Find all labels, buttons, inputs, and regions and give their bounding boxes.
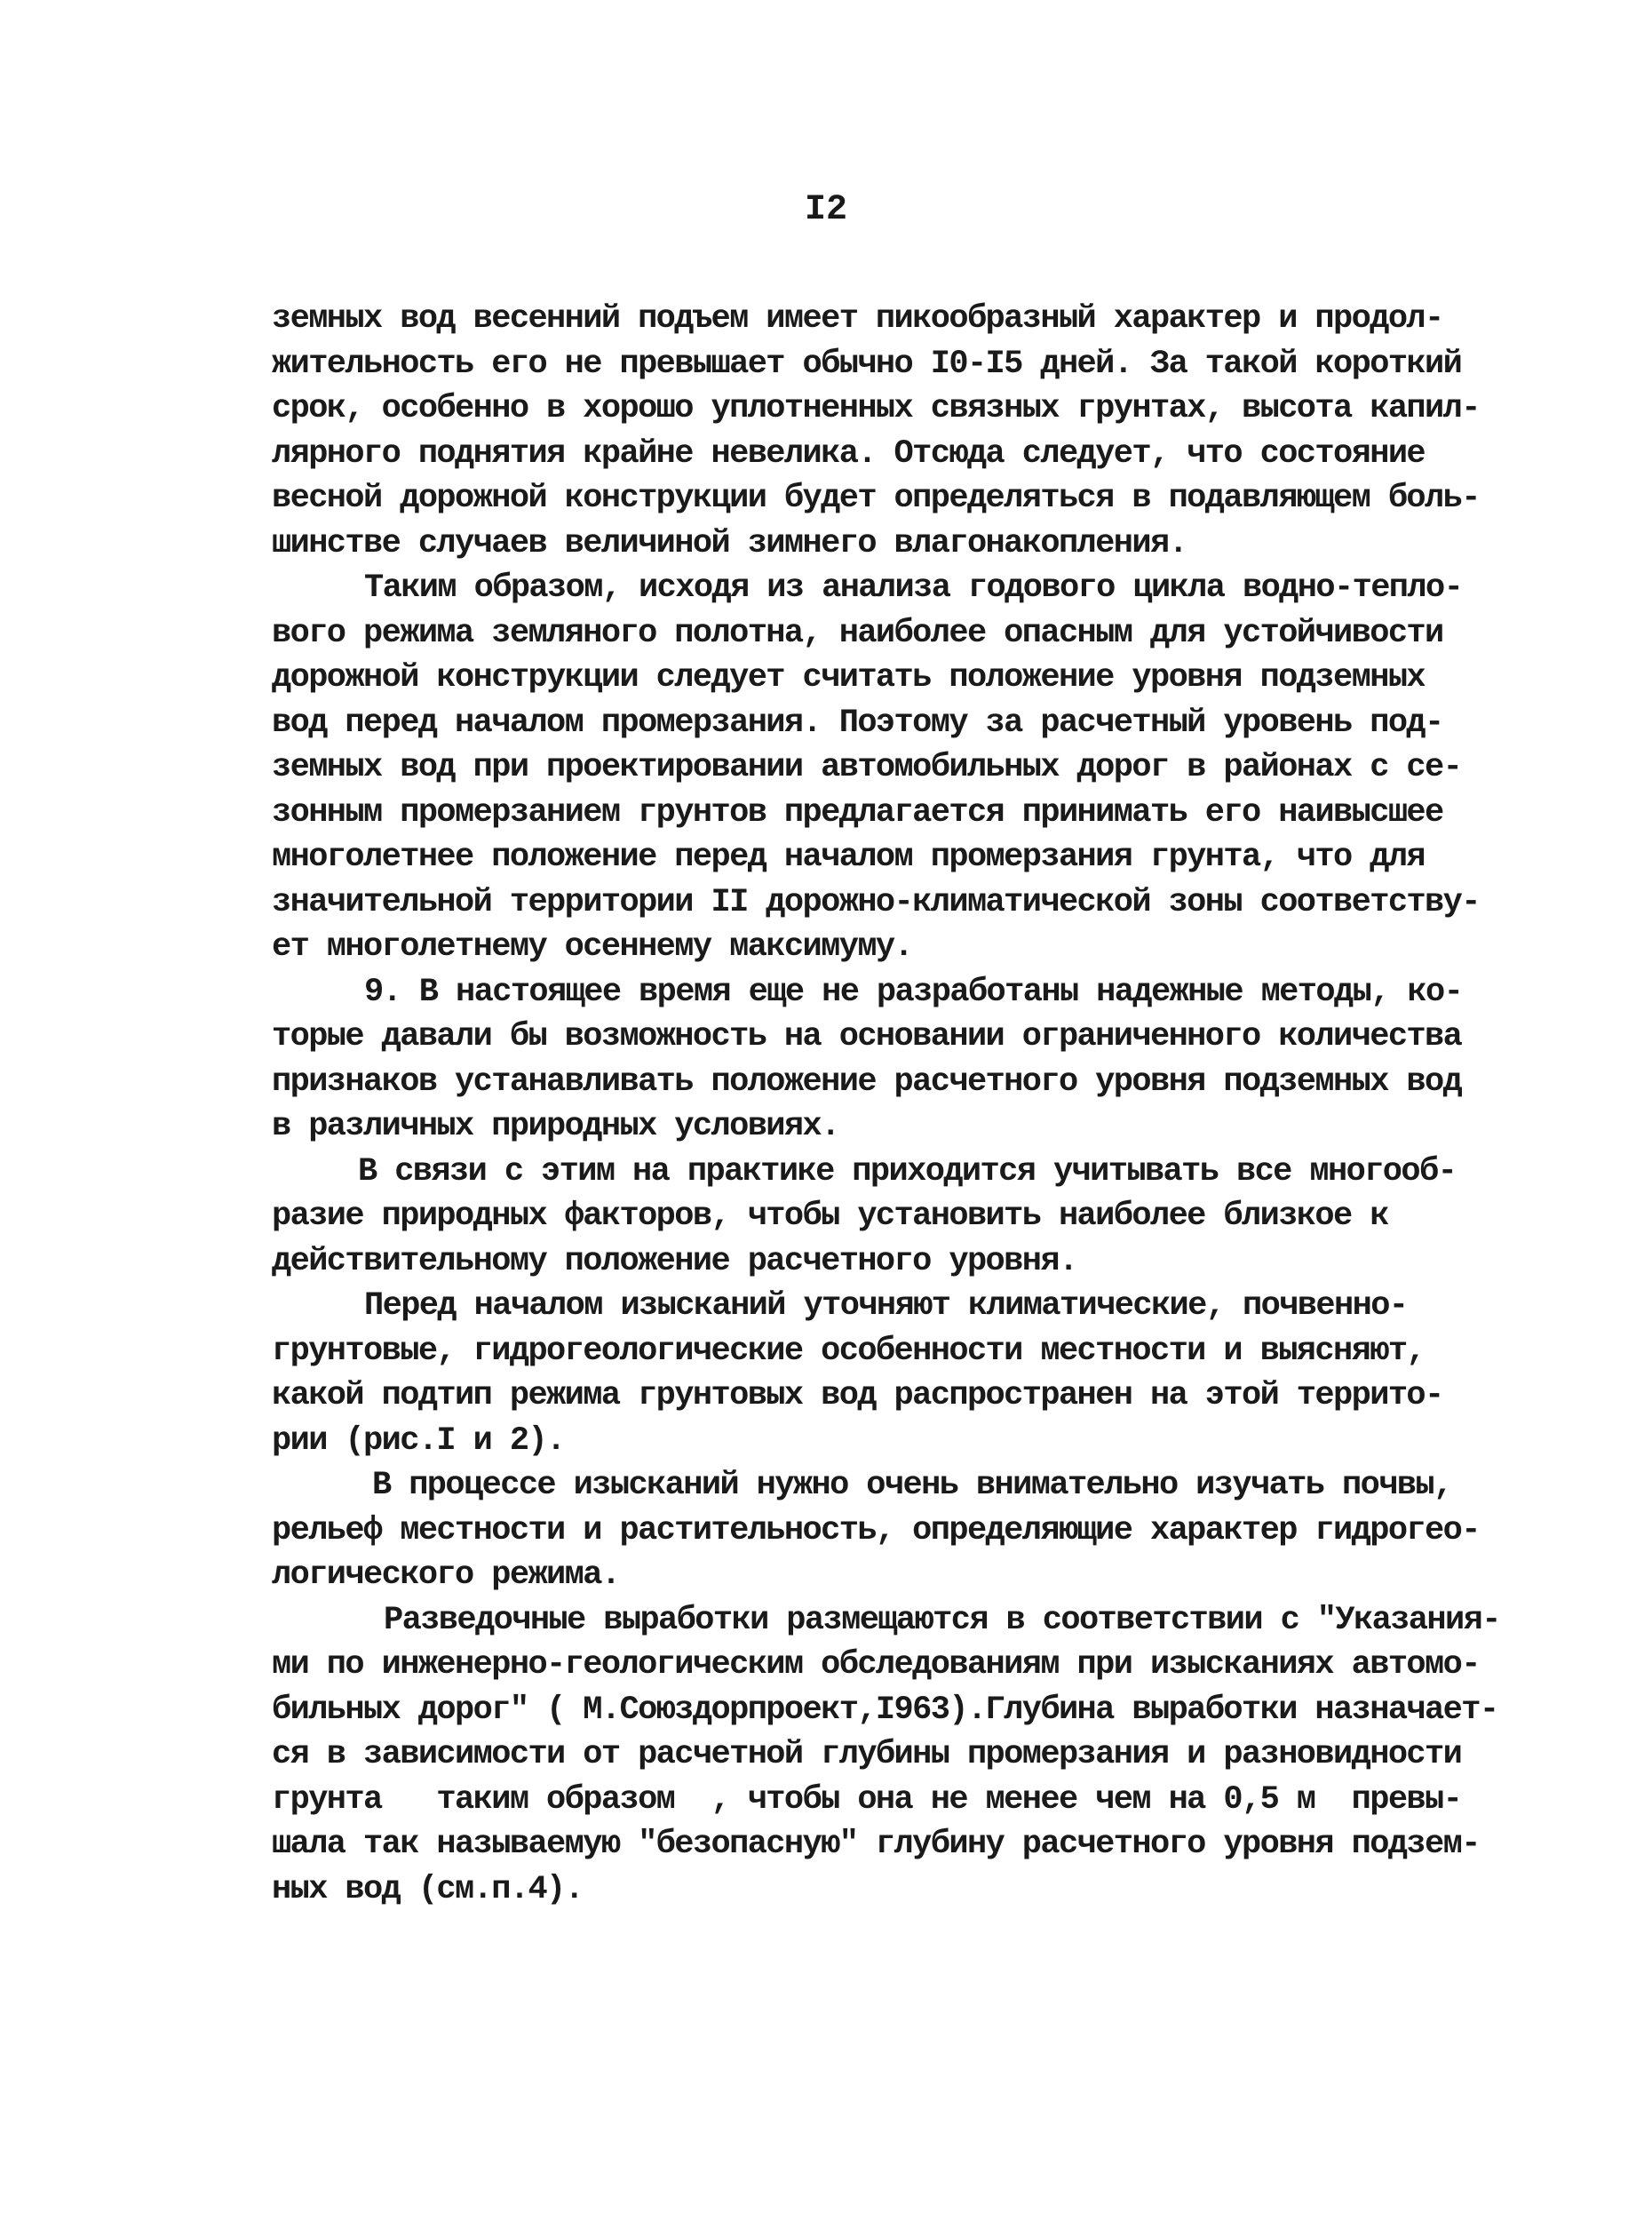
text-line: лярного поднятия крайне невелика. Отсюда следует, что состояние (272, 434, 1426, 473)
text-line: признаков устанавливать положение расчетного уровня подземных вод (272, 1063, 1462, 1101)
text-line: Разведочные выработки размещаются в соответствии с "Указания- (384, 1601, 1500, 1639)
text-line: зонным промерзанием грунтов предлагается принимать его наивысшее (272, 793, 1443, 832)
document-body (272, 297, 1506, 1912)
text-line: В процессе изысканий нужно очень внимательно изучать почвы, (372, 1467, 1452, 1504)
text-line: грунтовые, гидрогеологические особенности местности и выясняют, (272, 1332, 1426, 1370)
text-line: весной дорожной конструкции будет определяться в подавляющем боль- (272, 480, 1480, 517)
text-line: какой подтип режима грунтовых вод распространен на этой террито- (272, 1377, 1443, 1414)
text-line: ся в зависимости от расчетной глубины промерзания и разновидности (272, 1736, 1462, 1773)
text-line: рии (рис.I и 2). (272, 1421, 565, 1460)
text-line: ных вод (см.п.4). (272, 1870, 584, 1908)
text-line: срок, особенно в хорошо уплотненных связных грунтах, высота капил- (272, 390, 1480, 427)
text-line: ет многолетнему осеннему максимуму. (272, 928, 913, 966)
text-line: действительному положение расчетного уровня. (272, 1242, 1077, 1280)
text-line: 9. В настоящее время еще не разработаны надежные методы, ко- (364, 973, 1463, 1011)
text-line: дорожной конструкции следует считать положение уровня подземных (272, 659, 1426, 697)
text-line: жительность его не превышает обычно I0-I5 дней. За такой короткий (272, 345, 1462, 383)
text-line: Перед началом изысканий уточняют климатические, почвенно- (364, 1287, 1408, 1325)
text-line: ми по инженерно-геологическим обследованиям при изысканиях автомо- (272, 1646, 1480, 1684)
text-line: Таким образом, исходя из анализа годового цикла водно-тепло- (364, 569, 1463, 607)
text-line: логического режима. (272, 1556, 620, 1594)
text-line: бильных дорог" ( М.Союздорпроект,I963).Глубина выработки назначает- (272, 1691, 1498, 1729)
text-line: В связи с этим на практике приходится учитывать все многооб- (358, 1152, 1457, 1190)
page-number: I2 (804, 190, 847, 230)
text-line: вод перед началом промерзания. Поэтому за расчетный уровень под- (272, 704, 1443, 742)
text-line: значительной территории II дорожно-климатической зоны соответству- (272, 883, 1480, 921)
text-line: вого режима земляного полотна, наиболее опасным для устойчивости (272, 614, 1443, 652)
text-line: многолетнее положение перед началом промерзания грунта, что для (272, 839, 1426, 876)
text-line: шинстве случаев величиной зимнего влагонакопления. (272, 524, 1187, 562)
text-line: рельеф местности и растительность, определяющие характер гидрогео- (272, 1511, 1480, 1549)
text-line: торые давали бы возможность на основании ограниченного количества (272, 1018, 1462, 1055)
text-line: земных вод весенний подъем имеет пикообразный характер и продол- (272, 300, 1443, 338)
text-line: грунта таким образом , чтобы она не менее чем на 0,5 м превы- (272, 1780, 1462, 1819)
text-line: шала так называемую "безопасную" глубину расчетного уровня подзем- (272, 1826, 1480, 1863)
text-line: земных вод при проектировании автомобильных дорог в районах с се- (272, 749, 1462, 786)
text-line: в различных природных условиях. (272, 1108, 839, 1145)
text-line: разие природных факторов, чтобы установить наиболее близкое к (272, 1198, 1388, 1235)
